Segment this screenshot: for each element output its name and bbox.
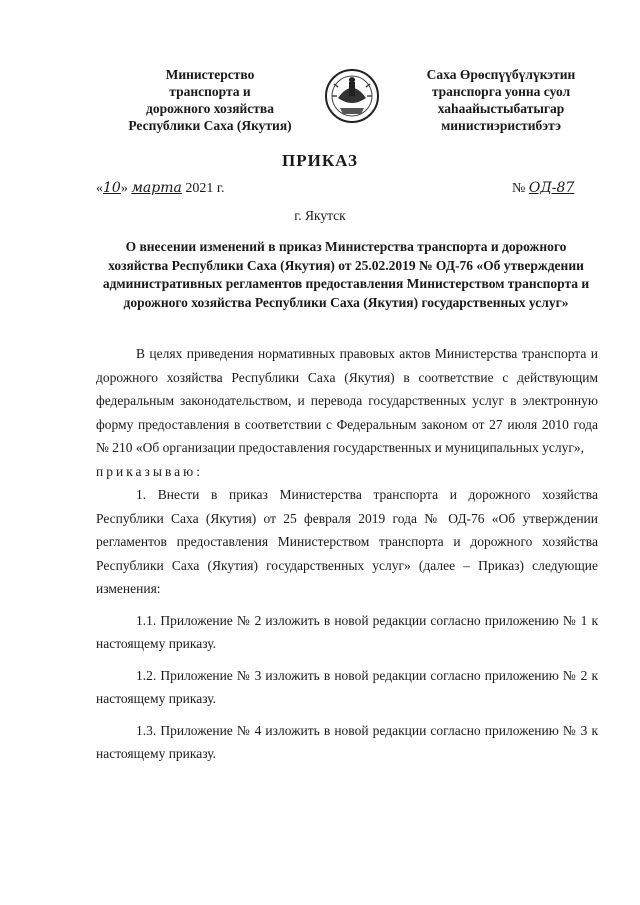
number-prefix: № xyxy=(512,181,526,196)
item-1-3: 1.3. Приложение № 4 изложить в новой редакции согласно приложению № 3 к настоящему приказу. xyxy=(96,722,598,761)
date-quote-open: « xyxy=(96,181,103,196)
ministry-line: транспорта и xyxy=(169,84,251,99)
date-quote-close: » xyxy=(120,181,128,196)
ministry-line: Республики Саха (Якутия) xyxy=(128,118,292,133)
order-body xyxy=(96,342,598,766)
ministry-line: Саха Өрөспүүбүлүкэтин xyxy=(426,67,576,82)
ministry-line: Министерство xyxy=(165,67,255,82)
city-name: г. Якутск xyxy=(294,208,346,223)
date-month: марта xyxy=(131,180,182,196)
order-number xyxy=(512,180,574,197)
order-word: приказываю: xyxy=(96,463,203,479)
coat-of-arms-icon xyxy=(324,64,380,128)
date-day: 10 xyxy=(103,180,121,196)
ministry-name-russian xyxy=(105,66,315,134)
ministry-line: министиэристибэтэ xyxy=(441,118,561,133)
intro-paragraph: В целях приведения нормативных правовых актов Министерства транспорта и дорожного хозяйства Республики Саха (Якутия) в соответствие с действующим федеральным законодательством, и перевода государственных услуг в электронную форму предоставления в соответствии с Федеральным законом от 27 июля 2010 года № 210 «Об организации предоставления государственных и муниципальных услуг», xyxy=(96,346,598,455)
ministry-line: транспорга уонна суол xyxy=(431,84,571,99)
order-subject: О внесении изменений в приказ Министерства транспорта и дорожного хозяйства Республики Саха (Якутия) от 25.02.2019 № ОД-76 «Об утверждении административных регламентов предоставления Министерством транспорта и дорожного хозяйства Республики Саха (Якутия) государственных услуг» xyxy=(102,239,590,310)
order-date xyxy=(96,180,225,197)
ministry-line: дорожного хозяйства xyxy=(146,101,274,116)
item-1-1: 1.1. Приложение № 2 изложить в новой редакции согласно приложению № 1 к настоящему приказу. xyxy=(96,612,598,651)
ministry-name-yakut xyxy=(396,66,606,134)
ministry-line: хаһаайыстыбатыгар xyxy=(437,101,565,116)
number-value: ОД-87 xyxy=(528,180,575,196)
date-year: 2021 г. xyxy=(185,181,225,196)
document-title: ПРИКАЗ xyxy=(282,151,358,170)
item-1: 1. Внести в приказ Министерства транспорта и дорожного хозяйства Республики Саха (Якутия) от 25 февраля 2019 года № ОД-76 «Об утверждении регламентов предоставления Министерством транспорта и дорожного хозяйства Республики Саха (Якутия) государственных услуг» (далее – Приказ) следующие изменения: xyxy=(96,487,598,596)
item-1-2: 1.2. Приложение № 3 изложить в новой редакции согласно приложению № 2 к настоящему приказу. xyxy=(96,667,598,706)
